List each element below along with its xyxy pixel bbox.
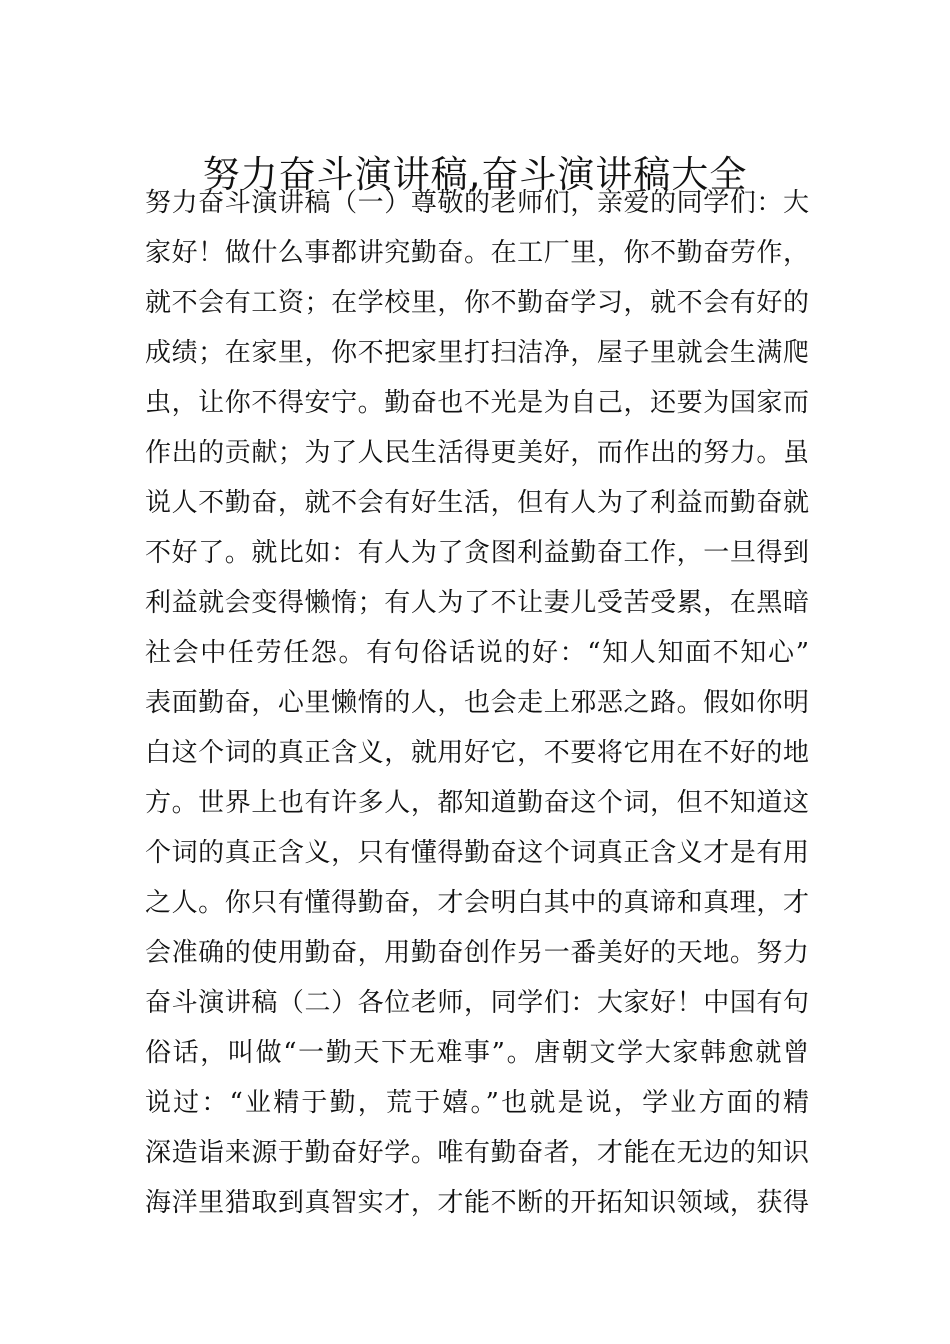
text-line: 个词的真正含义，只有懂得勤奋这个词真正含义才是有用 [145, 838, 809, 868]
text-line: 成绩；在家里，你不把家里打扫洁净，屋子里就会生满爬 [145, 338, 809, 368]
text-line: 深造诣来源于勤奋好学。唯有勤奋者，才能在无边的知识 [145, 1138, 809, 1168]
text-line: 作出的贡献；为了人民生活得更美好，而作出的努力。虽 [145, 438, 809, 468]
text-line: 方。世界上也有许多人，都知道勤奋这个词，但不知道这 [145, 788, 809, 818]
text-line: 说人不勤奋，就不会有好生活，但有人为了利益而勤奋就 [145, 488, 809, 518]
text-line: 虫，让你不得安宁。勤奋也不光是为自己，还要为国家而 [145, 388, 809, 418]
text-line: 海洋里猎取到真智实才，才能不断的开拓知识领域，获得 [145, 1188, 809, 1218]
text-line: 不好了。就比如：有人为了贪图利益勤奋工作，一旦得到 [145, 538, 809, 568]
document-title: 努力奋斗演讲稿,奋斗演讲稿大全 [202, 152, 748, 196]
document-body [145, 178, 809, 1228]
text-line: 努力奋斗演讲稿（一）尊敬的老师们，亲爱的同学们：大 [145, 188, 809, 218]
text-line: 之人。你只有懂得勤奋，才会明白其中的真谛和真理，才 [145, 888, 809, 918]
text-line: 会准确的使用勤奋，用勤奋创作另一番美好的天地。努力 [145, 938, 809, 968]
text-line: 白这个词的真正含义，就用好它，不要将它用在不好的地 [145, 738, 809, 768]
text-line: 利益就会变得懒惰；有人为了不让妻儿受苦受累，在黑暗 [145, 588, 809, 618]
text-line: 家好！做什么事都讲究勤奋。在工厂里，你不勤奋劳作， [145, 238, 809, 268]
text-line: 奋斗演讲稿（二）各位老师，同学们：大家好！中国有句 [145, 988, 809, 1018]
text-line: 社会中任劳任怨。有句俗话说的好：“知人知面不知心” [145, 638, 809, 668]
text-line: 表面勤奋，心里懒惰的人，也会走上邪恶之路。假如你明 [145, 688, 809, 718]
text-line: 俗话，叫做“一勤天下无难事”。唐朝文学大家韩愈就曾 [145, 1038, 809, 1068]
text-line: 说过：“业精于勤，荒于嬉。”也就是说，学业方面的精 [145, 1088, 809, 1118]
text-line: 就不会有工资；在学校里，你不勤奋学习，就不会有好的 [145, 288, 809, 318]
